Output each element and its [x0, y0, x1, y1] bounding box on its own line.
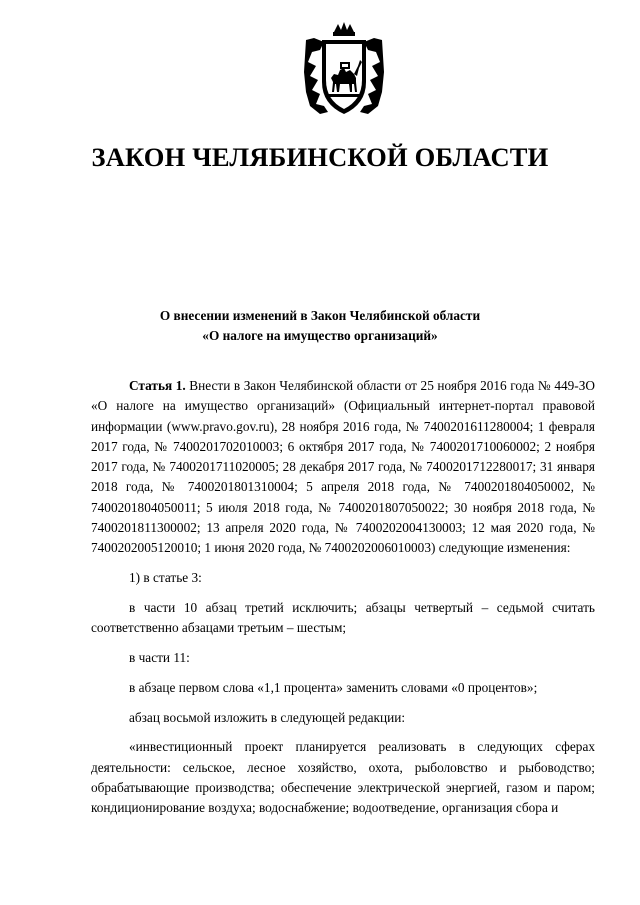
law-body [91, 376, 595, 819]
amendment-item-4: в абзаце первом слова «1,1 процента» заменить словами «0 процентов»; [129, 679, 538, 695]
chelyabinsk-coat-of-arms-icon [302, 22, 386, 120]
amendment-item-3: в части 11: [129, 650, 190, 666]
amendment-item-6: «инвестиционный проект планируется реализовать в следующих сферах деятельности: сельское, лесное хозяйство, охота, рыболовство и рыбоводство; обрабатывающие производства; обеспечение электрической энергией, газом и паром; кондиционирование воздуха; водоснабжение; водоотведение, организация сбора и [91, 739, 595, 816]
amendment-item-1: 1) в статье 3: [129, 570, 202, 586]
document-title: ЗАКОН ЧЕЛЯБИНСКОЙ ОБЛАСТИ [91, 142, 549, 172]
subtitle-line-2: «О налоге на имущество организаций» [202, 328, 438, 343]
article-1-intro [91, 376, 595, 559]
amendment-item-5: абзац восьмой изложить в следующей редакции: [129, 709, 406, 725]
subtitle-line-1: О внесении изменений в Закон Челябинской области [159, 308, 481, 323]
article-label: Статья 1. [129, 378, 186, 393]
amendment-item-2: в части 10 абзац третий исключить; абзацы четвертый – седьмой считать соответственно абзацами третьим – шестым; [91, 599, 595, 636]
article-intro-text: Внести в Закон Челябинской области от 25 ноября 2016 года № 449-ЗО «О налоге на имущество организаций» (Официальный интернет-портал правовой информации (www.pravo.gov.ru), 28 ноября 2016 года, № 7400201611280004; 1 февраля 2017 года, № 7400201702010003; 6 октября 2017 года, № 7400201710060002; 2 ноября 2017 года, № 7400201711020005; 28 декабря 2017 года, № 7400201712280017; 31 января 2018 года, № 7400201801310004; 5 апреля 2018 года, № 7400201804050002, № 7400201804050011; 5 июля 2018 года, № 7400201807050022; 30 ноября 2018 года, № 7400201811300002; 13 апреля 2020 года, № 7400202004130003; 12 мая 2020 года, № 7400202005120010; 1 июня 2020 года, № 7400202006010003) следующие изменения: [91, 378, 595, 556]
law-subtitle [0, 306, 640, 346]
